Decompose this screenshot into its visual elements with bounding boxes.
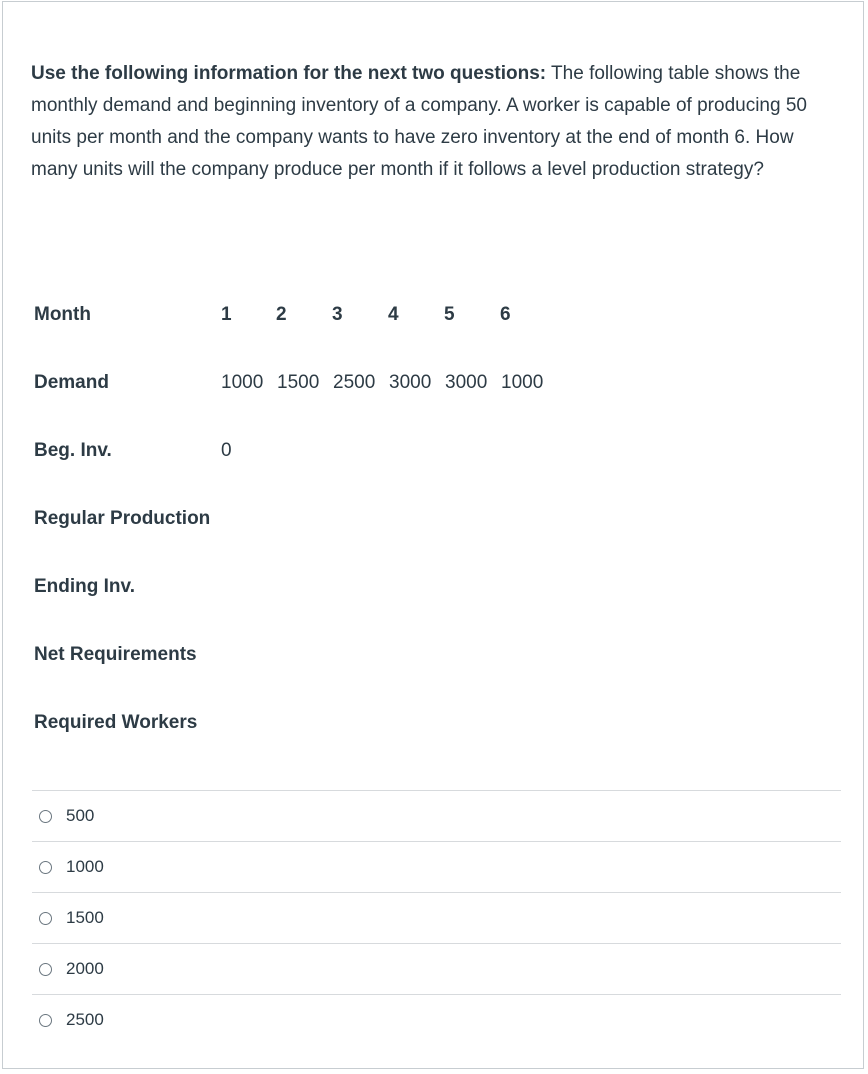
demand-1: 1000 (221, 372, 264, 393)
month-2: 2 (276, 304, 287, 325)
answer-option[interactable] (32, 994, 841, 1045)
month-label: Month (34, 304, 91, 325)
net-requirements-label: Net Requirements (34, 644, 197, 665)
radio-button[interactable] (39, 963, 52, 976)
answer-option[interactable] (32, 790, 841, 841)
demand-label: Demand (34, 372, 109, 393)
answer-option[interactable] (32, 892, 841, 943)
question-body: The following table shows the monthly demand and beginning inventory of a company. A worker is capable of producing 50 units per month and the company wants to have zero inventory at the end of month 6. How many units will the company produce per month if it follows a level production strategy? (31, 63, 807, 180)
answer-option[interactable] (32, 841, 841, 892)
month-1: 1 (221, 304, 232, 325)
month-6: 6 (500, 304, 511, 325)
ending-inv-label: Ending Inv. (34, 576, 135, 597)
demand-5: 3000 (445, 372, 488, 393)
regular-production-label: Regular Production (34, 508, 211, 529)
radio-button[interactable] (39, 810, 52, 823)
answer-list (32, 790, 841, 1045)
answer-label: 2000 (66, 959, 104, 978)
radio-button[interactable] (39, 912, 52, 925)
month-3: 3 (332, 304, 343, 325)
answer-label: 500 (66, 806, 95, 825)
question-card (2, 1, 864, 1069)
month-4: 4 (388, 304, 399, 325)
demand-4: 3000 (389, 372, 432, 393)
month-5: 5 (444, 304, 455, 325)
demand-6: 1000 (501, 372, 544, 393)
required-workers-label: Required Workers (34, 712, 198, 733)
answer-option[interactable] (32, 943, 841, 994)
answer-label: 2500 (66, 1010, 104, 1029)
beg-inv-label: Beg. Inv. (34, 440, 112, 461)
beg-inv-1: 0 (221, 440, 232, 461)
question-text (31, 58, 831, 186)
question-lead: Use the following information for the next two questions: (31, 63, 547, 84)
answer-label: 1000 (66, 857, 104, 876)
demand-3: 2500 (333, 372, 376, 393)
answer-label: 1500 (66, 908, 104, 927)
radio-button[interactable] (39, 861, 52, 874)
demand-2: 1500 (277, 372, 320, 393)
radio-button[interactable] (39, 1014, 52, 1027)
